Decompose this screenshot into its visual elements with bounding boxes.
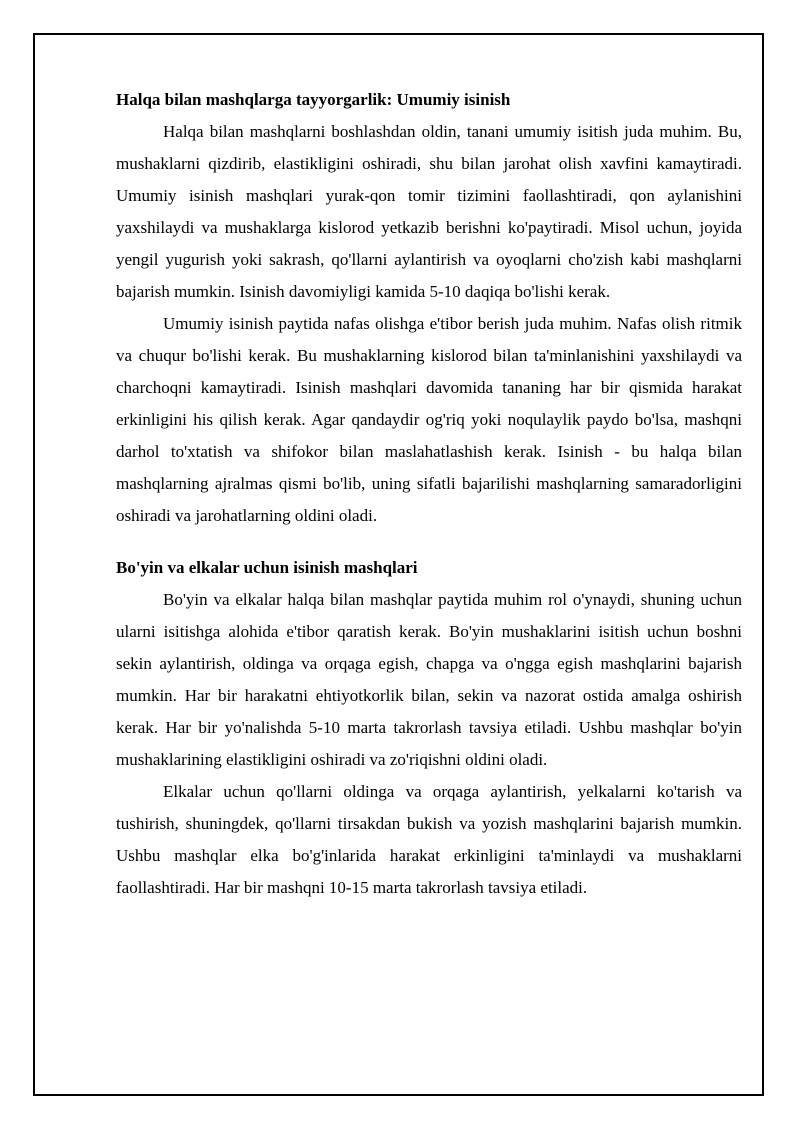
section-heading: Bo'yin va elkalar uchun isinish mashqlari [116,558,418,577]
paragraph: Bo'yin va elkalar halqa bilan mashqlar paytida muhim rol o'ynaydi, shuning uchun ularni isitishga alohida e'tibor qaratish kerak. Bo'yin mushaklarini isitish uchun boshni sekin aylantirish, oldinga va orqaga egish, chapga va o'ngga egish mashqlarini bajarish mumkin. Har bir harakatni ehtiyotkorlik bilan, sekin va nazorat ostida amalga oshirish kerak. Har bir yo'nalishda 5-10 marta takrorlash tavsiya etiladi. Ushbu mashqlar bo'yin mushaklarining elastikligini oshiradi va zo'riqishni oldini oladi. [116,590,742,769]
paragraph: Umumiy isinish paytida nafas olishga e'tibor berish juda muhim. Nafas olish ritmik va chuqur bo'lishi kerak. Bu mushaklarning kislorod bilan ta'minlanishini yaxshilaydi va charchoqni kamaytiradi. Isinish mashqlari davomida tananing har bir qismida harakat erkinligini his qilish kerak. Agar qandaydir og'riq yoki noqulaylik paydo bo'lsa, mashqni darhol to'xtatish va shifokor bilan maslahatlashish kerak. Isinish - bu halqa bilan mashqlarning ajralmas qismi bo'lib, uning sifatli bajarilishi mashqlarning samaradorligini oshiradi va jarohatlarning oldini oladi. [116,314,742,525]
paragraph: Halqa bilan mashqlarni boshlashdan oldin, tanani umumiy isitish juda muhim. Bu, mushaklarni qizdirib, elastikligini oshiradi, shu bilan jarohat olish xavfini kamaytiradi. Umumiy isinish mashqlari yurak-qon tomir tizimini faollashtiradi, qon aylanishini yaxshilaydi va mushaklarga kislorod yetkazib berishni ko'paytiradi. Misol uchun, joyida yengil yugurish yoki sakrash, qo'llarni aylantirish va oyoqlarni cho'zish kabi mashqlarni bajarish mumkin. Isinish davomiyligi kamida 5-10 daqiqa bo'lishi kerak. [116,122,742,301]
document-body [116,84,742,904]
paragraph: Elkalar uchun qo'llarni oldinga va orqaga aylantirish, yelkalarni ko'tarish va tushirish, shuningdek, qo'llarni tirsakdan bukish va yozish mashqlarini bajarish mumkin. Ushbu mashqlar elka bo'g'inlarida harakat erkinligini ta'minlaydi va mushaklarni faollashtiradi. Har bir mashqni 10-15 marta takrorlash tavsiya etiladi. [116,782,742,897]
section-heading: Halqa bilan mashqlarga tayyorgarlik: Umumiy isinish [116,90,511,109]
